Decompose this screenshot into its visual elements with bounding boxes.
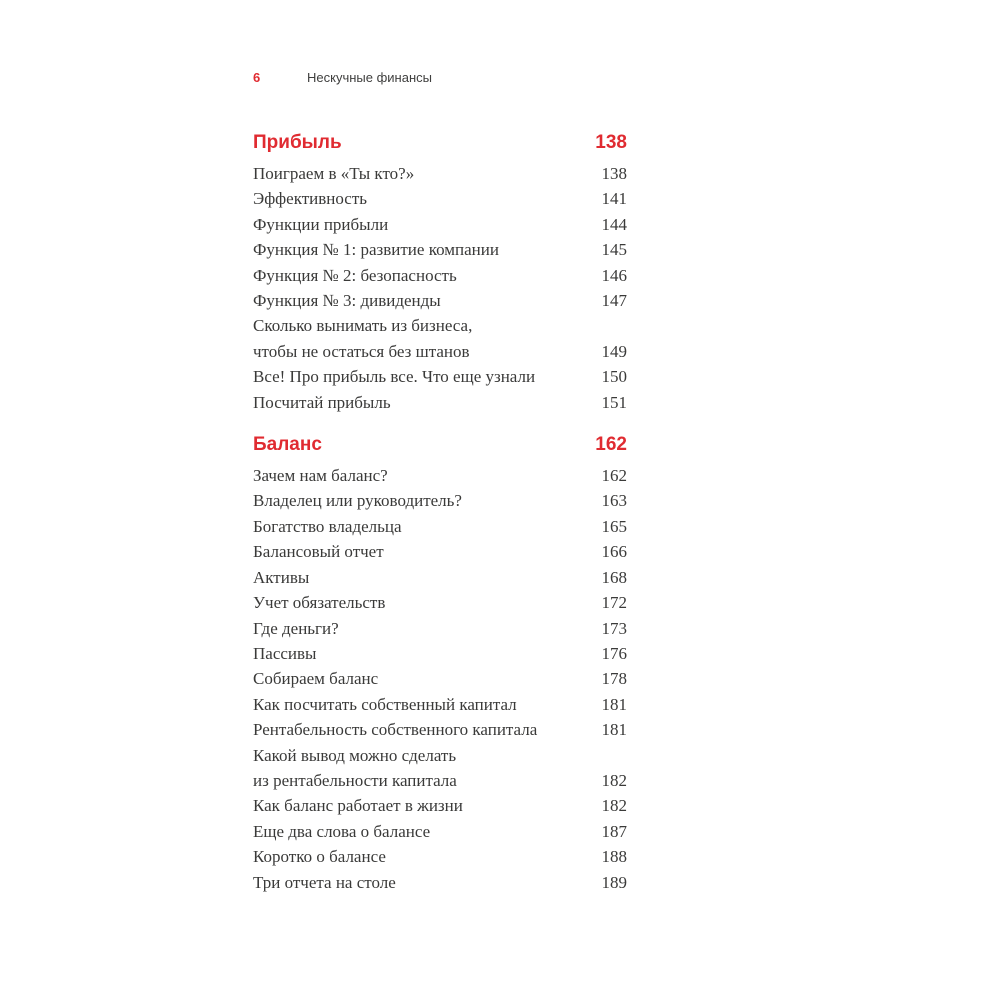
toc-entry-line: Рентабельность собственного капитала (253, 720, 538, 740)
toc-entry-page: 141 (601, 189, 627, 209)
toc-entry (253, 819, 627, 844)
toc-entry (253, 186, 627, 211)
toc-entry-title (253, 161, 426, 186)
toc-entry-title (253, 288, 453, 313)
toc-entry-page: 181 (601, 694, 627, 714)
toc-entry-title (253, 463, 400, 488)
toc-entry (253, 390, 627, 415)
toc-entry (253, 263, 627, 288)
toc-entry-line: Функция № 3: дивиденды (253, 291, 441, 311)
toc-entry-page: 144 (601, 214, 627, 234)
toc-entry-line: Владелец или руководитель? (253, 491, 462, 511)
toc-entry-title (253, 743, 469, 794)
toc-entry-title (253, 717, 549, 742)
toc-entry-page: 182 (601, 770, 627, 790)
toc-entry-page: 162 (601, 466, 627, 486)
toc-entry (253, 237, 627, 262)
toc-entry (253, 514, 627, 539)
toc-entry-line: Все! Про прибыль все. Что еще узнали (253, 367, 536, 387)
toc-entry-page: 166 (601, 542, 627, 562)
toc-section-heading (253, 131, 627, 155)
toc-entry-page: 178 (601, 669, 627, 689)
toc-entry-line: Функция № 2: безопасность (253, 265, 457, 285)
toc-entry-page: 168 (601, 567, 627, 587)
toc-entry-line: Активы (253, 567, 310, 587)
toc-entry (253, 364, 627, 389)
toc-entry-line: Коротко о балансе (253, 847, 386, 867)
toc-entry (253, 616, 627, 641)
toc-entry (253, 565, 627, 590)
toc-entry (253, 313, 627, 364)
toc-entry-line: Еще два слова о балансе (253, 821, 431, 841)
toc-entry-line: Богатство владельца (253, 516, 402, 536)
toc-entry-line: Какой вывод можно сделать (253, 745, 457, 765)
toc-entry-line: Собираем баланс (253, 669, 379, 689)
toc-entry-title (253, 237, 511, 262)
toc-entry-line: Как баланс работает в жизни (253, 796, 463, 816)
toc-entry-title (253, 313, 484, 364)
toc-entry-title (253, 390, 403, 415)
toc-entry-page: 173 (601, 618, 627, 638)
toc-entry (253, 288, 627, 313)
toc-entry (253, 463, 627, 488)
toc-entry-title (253, 819, 442, 844)
toc-entry-line: Функции прибыли (253, 214, 389, 234)
toc-entry-page: 151 (601, 392, 627, 412)
toc-section-page: 138 (595, 132, 627, 153)
toc-entry-line: Эффективность (253, 189, 368, 209)
toc-entry-page: 187 (601, 821, 627, 841)
toc-entry (253, 590, 627, 615)
toc-entry-page: 146 (601, 265, 627, 285)
toc-entry-title (253, 692, 529, 717)
toc-entry-page: 189 (601, 872, 627, 892)
toc-entry-line: из рентабельности капитала (253, 770, 457, 790)
toc-entry (253, 161, 627, 186)
toc-entry-page: 149 (601, 341, 627, 361)
toc-entry-title (253, 488, 474, 513)
toc-entry-title (253, 212, 400, 237)
toc-entry-title (253, 364, 547, 389)
toc-entry-title (253, 514, 414, 539)
toc-entry-page: 188 (601, 847, 627, 867)
toc-entry-page: 147 (601, 291, 627, 311)
toc-entry (253, 793, 627, 818)
toc-entry-title (253, 844, 398, 869)
toc-entry-page: 145 (601, 240, 627, 260)
toc-entry-title (253, 666, 390, 691)
toc-entry (253, 488, 627, 513)
toc-entry-title (253, 870, 408, 895)
toc-section (253, 433, 627, 895)
book-page (253, 70, 627, 895)
toc-entry-title (253, 616, 351, 641)
toc-entry-page: 165 (601, 516, 627, 536)
toc-entries (253, 161, 627, 415)
toc-entry-line: Функция № 1: развитие компании (253, 240, 499, 260)
toc-entry-line: Зачем нам баланс? (253, 466, 388, 486)
toc-entry (253, 692, 627, 717)
toc-entry-title (253, 263, 469, 288)
toc-entry-line: чтобы не остаться без штанов (253, 341, 470, 361)
page-number: 6 (253, 70, 261, 85)
running-title: Нескучные финансы (307, 70, 432, 85)
toc-section-heading (253, 433, 627, 457)
toc-entry (253, 539, 627, 564)
toc-entry-line: Где деньги? (253, 618, 339, 638)
toc-entry-line: Пассивы (253, 643, 317, 663)
toc-entries (253, 463, 627, 895)
toc-entry (253, 212, 627, 237)
toc-section-title: Прибыль (253, 132, 342, 153)
toc-entry-page: 150 (601, 367, 627, 387)
toc-section-page: 162 (595, 434, 627, 456)
toc-entry (253, 717, 627, 742)
toc-entry-page: 138 (601, 164, 627, 183)
toc-entry-line: Как посчитать собственный капитал (253, 694, 517, 714)
toc-entry-page: 176 (601, 643, 627, 663)
toc-section-title: Баланс (253, 434, 322, 456)
toc-entry-title (253, 641, 328, 666)
toc-entry-page: 163 (601, 491, 627, 511)
toc-entry-line: Три отчета на столе (253, 872, 396, 892)
toc-entry-line: Сколько вынимать из бизнеса, (253, 316, 473, 336)
toc-entry (253, 844, 627, 869)
toc-entry (253, 666, 627, 691)
toc-entry-page: 172 (601, 593, 627, 613)
toc-entry-line: Балансовый отчет (253, 542, 384, 562)
toc-entry-title (253, 565, 321, 590)
toc-section (253, 131, 627, 415)
toc-entry-title (253, 590, 397, 615)
toc-entry (253, 743, 627, 794)
toc-entry-page: 181 (601, 720, 627, 740)
toc-entry-line: Поиграем в «Ты кто?» (253, 164, 415, 183)
table-of-contents (253, 131, 627, 895)
toc-entry (253, 641, 627, 666)
toc-entry-page: 182 (601, 796, 627, 816)
toc-entry (253, 870, 627, 895)
toc-entry-title (253, 186, 379, 211)
toc-entry-line: Посчитай прибыль (253, 392, 391, 412)
toc-entry-title (253, 539, 396, 564)
toc-entry-title (253, 793, 475, 818)
toc-entry-line: Учет обязательств (253, 593, 386, 613)
page-header (253, 70, 627, 86)
